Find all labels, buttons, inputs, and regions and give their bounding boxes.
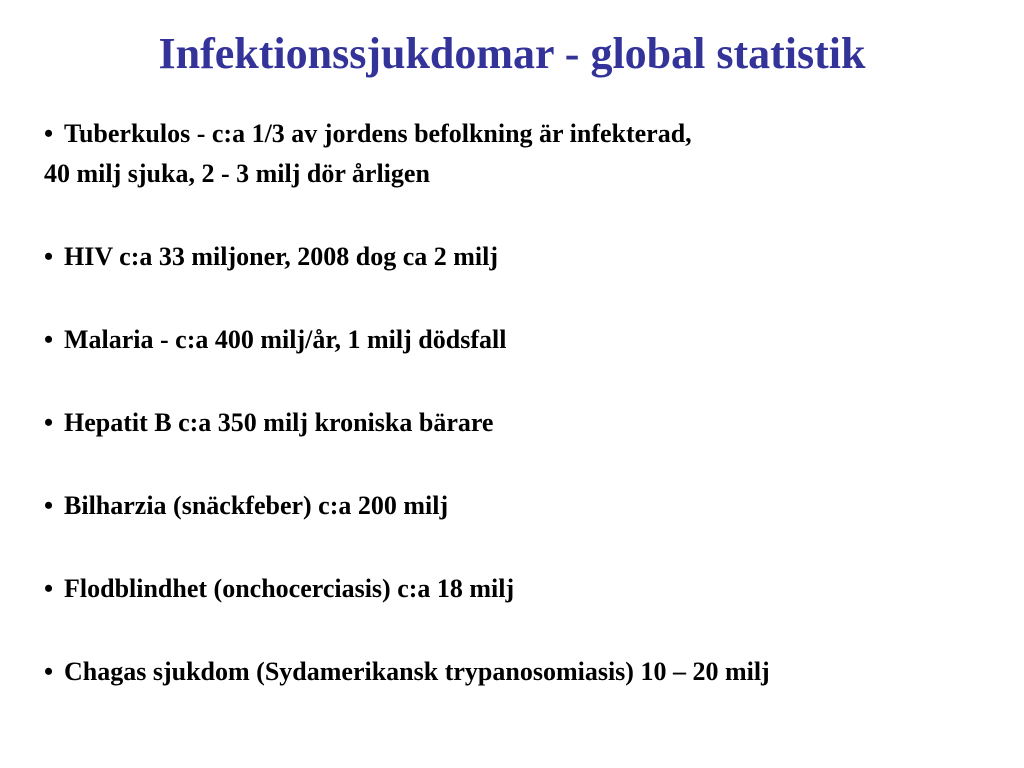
bullet-dot: • (44, 491, 54, 520)
bullet-text-continuation: 40 milj sjuka, 2 - 3 milj dör årligen (44, 159, 430, 188)
bullet-item-chagas (44, 652, 1014, 692)
bullet-text: Hepatit B c:a 350 milj kroniska bärare (64, 408, 494, 437)
bullet-item-flodblindhet (44, 569, 1014, 609)
bullet-text: Tuberkulos - c:a 1/3 av jordens befolkning är infekterad, (64, 119, 692, 148)
bullet-text: Chagas sjukdom (Sydamerikansk trypanosomiasis) 10 – 20 milj (64, 657, 770, 686)
bullet-item-bilharzia (44, 486, 1014, 526)
bullet-dot: • (44, 574, 54, 603)
bullet-dot: • (44, 325, 54, 354)
bullet-item-tuberkulos (44, 114, 1014, 194)
bullet-list (44, 114, 1014, 692)
bullet-item-hiv (44, 237, 1014, 277)
bullet-item-malaria (44, 320, 1014, 360)
bullet-text: Bilharzia (snäckfeber) c:a 200 milj (64, 491, 449, 520)
bullet-dot: • (44, 408, 54, 437)
bullet-text: Flodblindhet (onchocerciasis) c:a 18 milj (64, 574, 515, 603)
bullet-item-hepatit-b (44, 403, 1014, 443)
slide-title: Infektionssjukdomar - global statistik (158, 29, 866, 78)
bullet-dot: • (44, 657, 54, 686)
bullet-dot: • (44, 242, 54, 271)
bullet-text: HIV c:a 33 miljoner, 2008 dog ca 2 milj (64, 242, 499, 271)
bullet-text: Malaria - c:a 400 milj/år, 1 milj dödsfall (64, 325, 507, 354)
bullet-dot: • (44, 119, 54, 148)
